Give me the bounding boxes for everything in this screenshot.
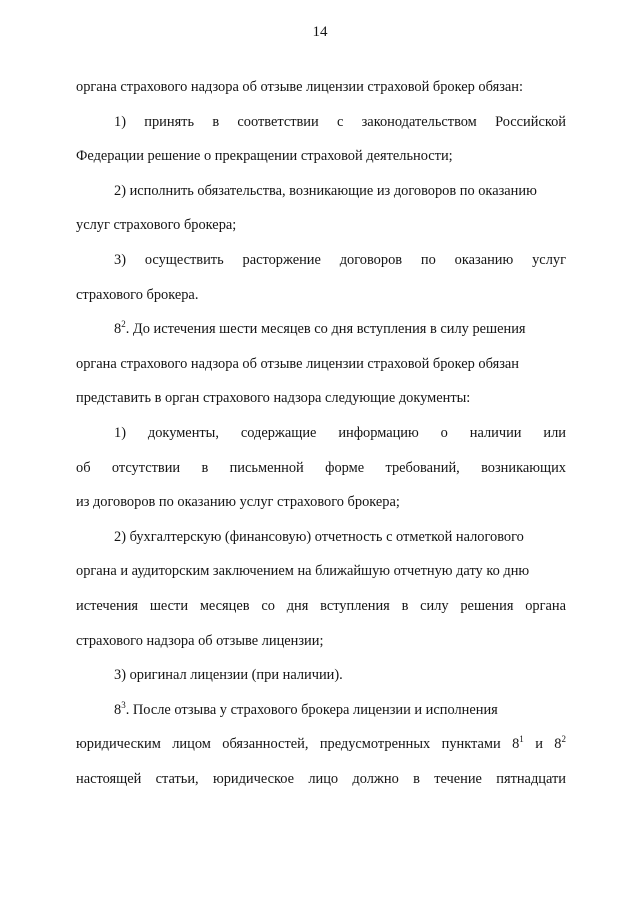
line-text: 2) бухгалтерскую (финансовую) отчетность с отметкой налогового (114, 528, 524, 545)
line-text: 3) оригинал лицензии (при наличии). (114, 667, 343, 684)
word: пятнадцати (496, 770, 566, 787)
line-text: органа страхового надзора об отзыве лицензии страховой брокер обязан (76, 355, 519, 372)
text-line (76, 144, 566, 179)
word: лицом (172, 736, 211, 753)
text-line (76, 490, 566, 525)
line-text: органа страхового надзора об отзыве лицензии страховой брокер обязан: (76, 79, 523, 95)
paragraph-start-line (76, 698, 566, 733)
text-line (76, 594, 566, 629)
text-line (76, 213, 566, 248)
text-line (76, 386, 566, 421)
word: по (420, 251, 436, 268)
word: требований, (385, 459, 460, 476)
word: с (336, 113, 344, 130)
text-line (76, 663, 566, 698)
word: и (535, 736, 543, 753)
word: законодательством (361, 113, 477, 130)
reference-superscript: 2 (561, 734, 566, 745)
word: 3) (114, 251, 126, 268)
text-line (76, 421, 566, 456)
reference (554, 732, 566, 767)
word: услуг (532, 251, 566, 268)
text-line (76, 179, 566, 214)
document-body (76, 75, 566, 801)
word: должно (352, 770, 399, 787)
word: предусмотренных (319, 736, 431, 753)
word: форме (325, 459, 365, 476)
word: соответствии (237, 113, 319, 130)
word: Российской (495, 113, 566, 130)
word: в (413, 770, 420, 787)
line-text: страхового брокера. (76, 286, 199, 303)
paragraph-start-line (76, 317, 566, 352)
line-text: . До истечения шести месяцев со дня вступления в силу решения (125, 321, 526, 338)
text-line (76, 559, 566, 594)
paragraph-number-superscript: 3 (121, 699, 126, 710)
word: принять (144, 113, 195, 130)
text-line (76, 75, 566, 110)
word: юридическое (212, 770, 295, 787)
word: органа (525, 597, 566, 614)
text-line (76, 352, 566, 387)
word: наличии (469, 424, 522, 441)
text-line (76, 525, 566, 560)
word: отсутствии (111, 459, 181, 476)
word: пунктами (441, 736, 501, 753)
word: договоров (339, 251, 403, 268)
word: месяцев (199, 597, 250, 614)
text-line (76, 248, 566, 283)
word: обязанностей, (222, 736, 309, 753)
line-text: представить в орган страхового надзора следующие документы: (76, 390, 471, 407)
text-line (76, 283, 566, 318)
line-text: страхового надзора об отзыве лицензии; (76, 632, 324, 649)
word: в (201, 459, 209, 476)
word: силу (420, 597, 449, 614)
line-text: услуг страхового брокера; (76, 217, 237, 234)
word: шести (149, 597, 189, 614)
word: письменной (229, 459, 304, 476)
word: в (401, 597, 409, 614)
word: течение (434, 770, 482, 787)
word: возникающих (481, 459, 566, 476)
word: лицо (308, 770, 339, 787)
word: решения (460, 597, 514, 614)
word: статьи, (155, 770, 199, 787)
word: о (440, 424, 448, 441)
word: или (543, 424, 566, 441)
reference-number: 8 (512, 736, 520, 753)
word: в (212, 113, 220, 130)
reference-number: 8 (554, 736, 562, 753)
text-line (76, 767, 566, 802)
text-line (76, 110, 566, 145)
word: истечения (76, 597, 139, 614)
word: об (76, 459, 91, 476)
word: содержащие (240, 424, 317, 441)
text-line (76, 456, 566, 491)
text-line (76, 732, 566, 767)
word: расторжение (242, 251, 321, 268)
page-number: 14 (312, 24, 328, 40)
word: юридическим (76, 736, 161, 753)
word: 1) (114, 424, 126, 441)
line-text: органа и аудиторским заключением на ближайшую отчетную дату ко дню (76, 563, 530, 580)
word: осуществить (144, 251, 224, 268)
line-text: . После отзыва у страхового брокера лицензии и исполнения (125, 701, 498, 718)
word: дня (286, 597, 309, 614)
word: со (261, 597, 275, 614)
paragraph-number-superscript: 2 (121, 319, 126, 330)
line-text: Федерации решение о прекращении страховой деятельности; (76, 148, 453, 165)
line-text: из договоров по оказанию услуг страхового брокера; (76, 494, 400, 511)
word: вступления (320, 597, 390, 614)
text-line (76, 629, 566, 664)
word: информацию (338, 424, 419, 441)
paragraph-number: 8 (114, 321, 122, 338)
word: 1) (114, 113, 126, 130)
word: оказанию (454, 251, 514, 268)
line-text: 2) исполнить обязательства, возникающие из договоров по оказанию (114, 182, 537, 199)
reference (512, 732, 524, 767)
word: документы, (147, 424, 219, 441)
word: настоящей (76, 770, 142, 787)
paragraph-number: 8 (114, 701, 122, 718)
reference-superscript: 1 (519, 734, 524, 745)
